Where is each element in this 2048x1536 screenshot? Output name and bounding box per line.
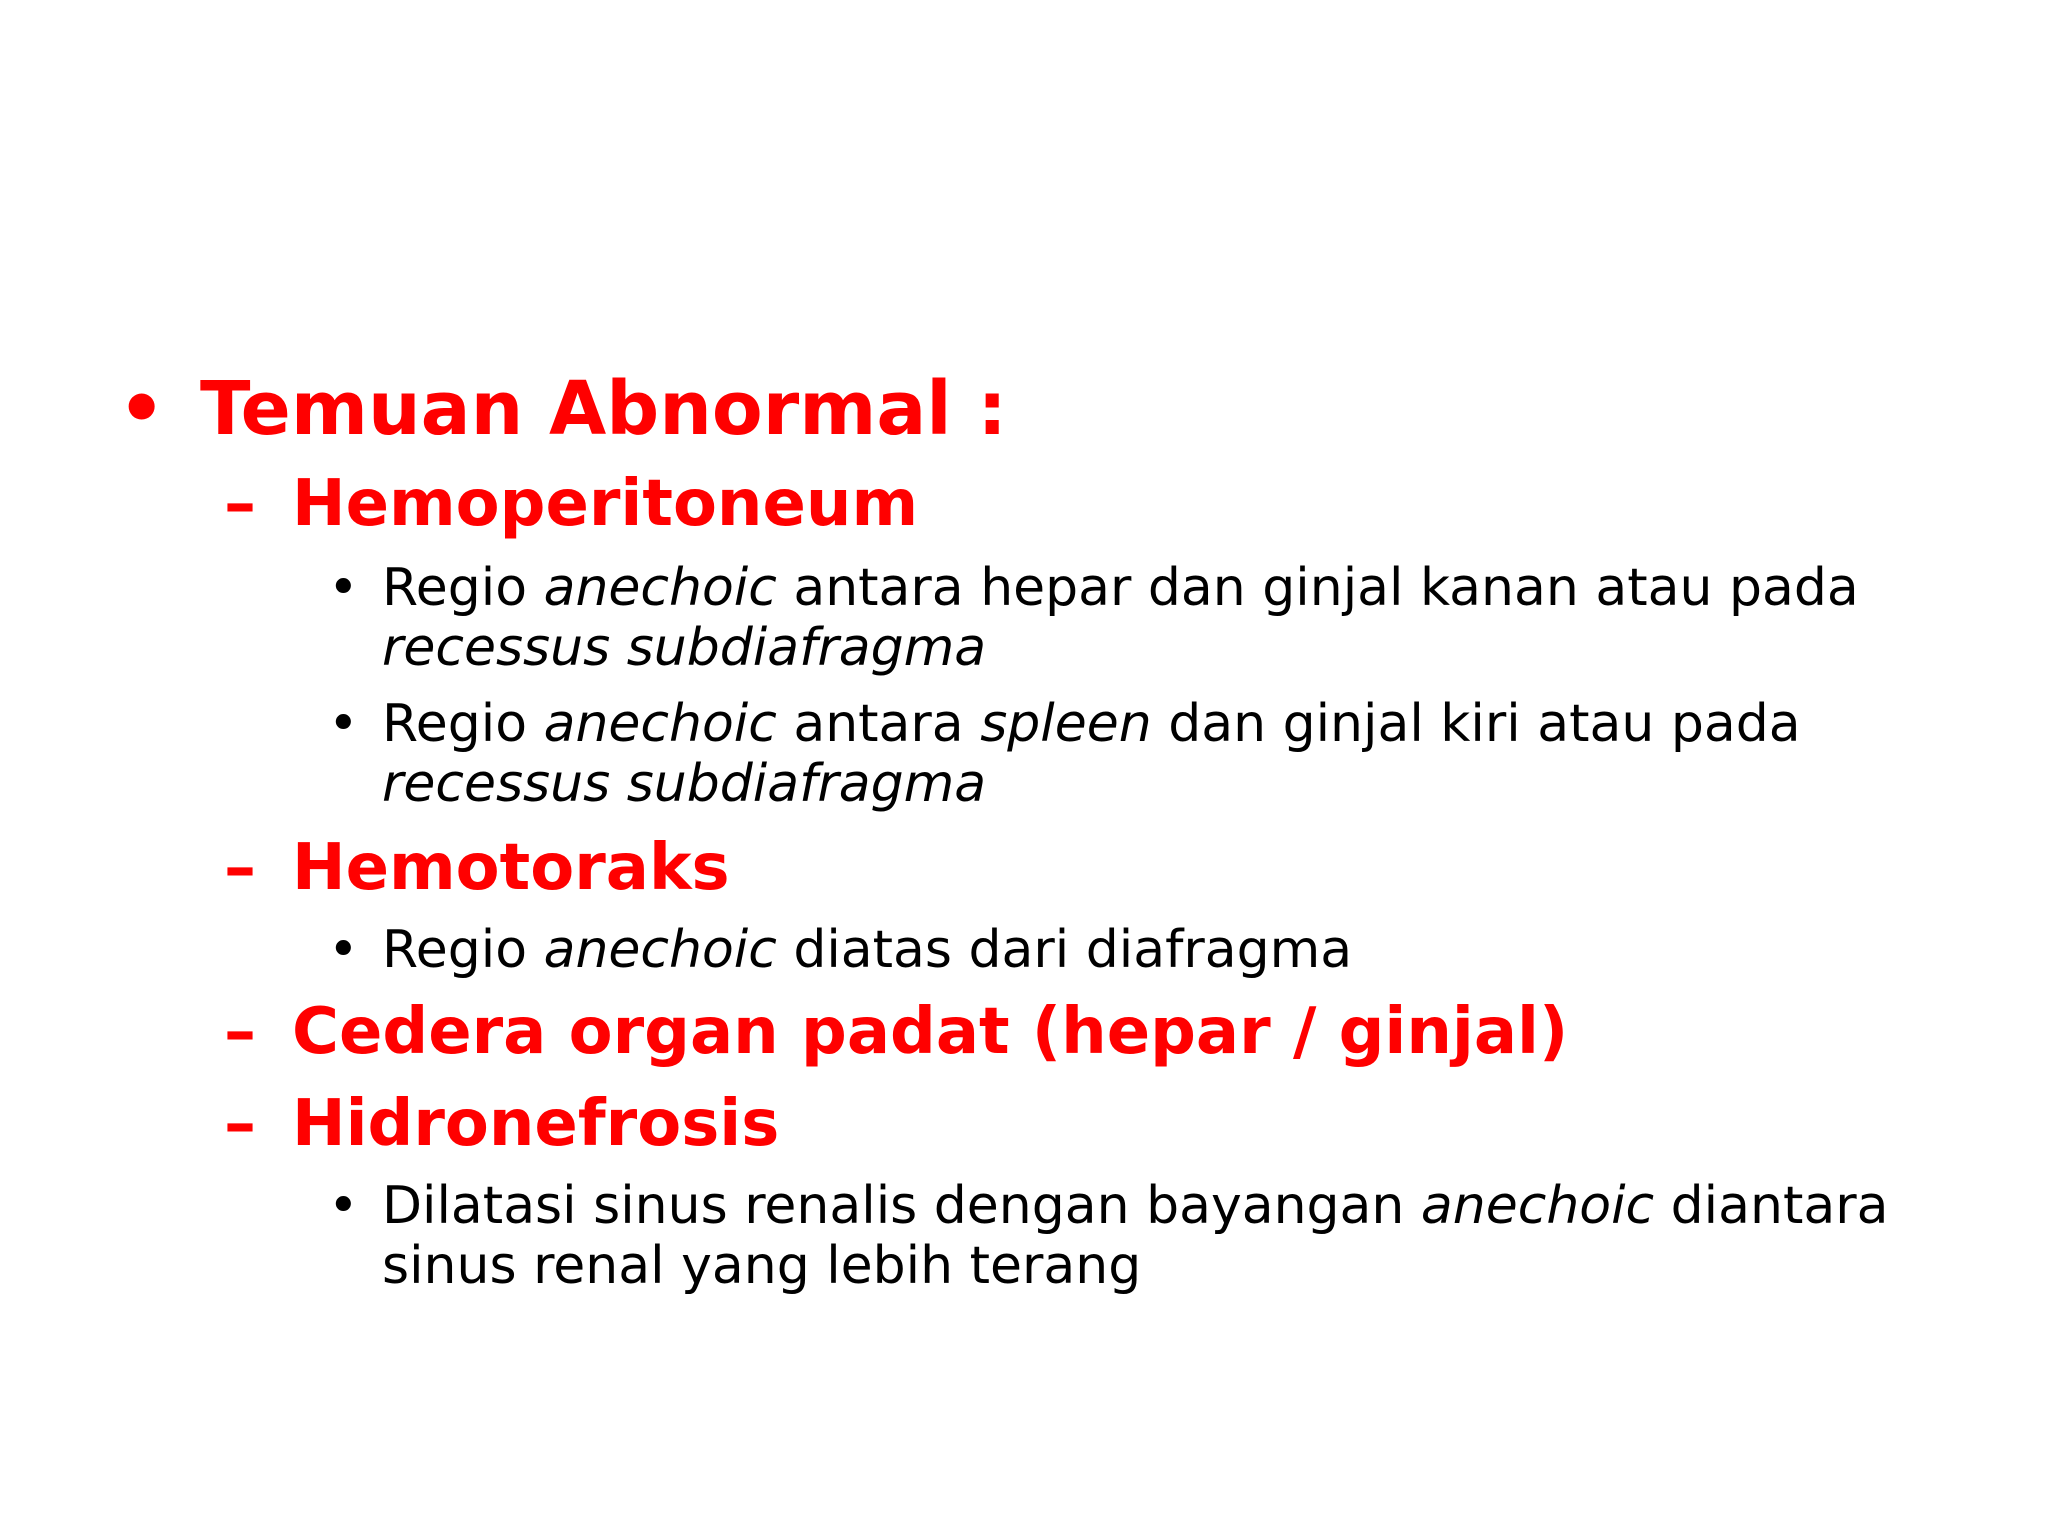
main-heading: Temuan Abnormal : xyxy=(200,366,1008,452)
text-segment: antara hepar dan ginjal kanan atau pada xyxy=(776,558,1859,618)
list-item-text xyxy=(382,558,1859,618)
text-segment: Regio xyxy=(382,694,544,754)
italic-term: anechoic xyxy=(543,558,777,618)
list-item-text xyxy=(382,920,1353,980)
subheading-hemoperitoneum: Hemoperitoneum xyxy=(292,467,919,541)
dash-icon: – xyxy=(224,995,256,1069)
italic-term: anechoic xyxy=(543,694,777,754)
text-segment: Regio xyxy=(382,558,544,618)
bullet-icon: • xyxy=(328,1176,359,1236)
italic-term: anechoic xyxy=(543,920,777,980)
italic-term: recessus subdiafragma xyxy=(382,754,987,814)
italic-term: recessus subdiafragma xyxy=(382,618,987,678)
text-segment: Dilatasi sinus renalis dengan bayangan xyxy=(382,1176,1421,1236)
list-item-text xyxy=(382,1176,1889,1236)
bullet-icon: • xyxy=(328,694,359,754)
subheading-hemotoraks: Hemotoraks xyxy=(292,831,730,905)
bullet-icon: • xyxy=(118,366,166,452)
italic-term: spleen xyxy=(980,694,1152,754)
text-segment: antara xyxy=(776,694,981,754)
text-segment: diatas dari diafragma xyxy=(776,920,1353,980)
text-segment: Regio xyxy=(382,920,544,980)
subheading-hidronefrosis: Hidronefrosis xyxy=(292,1087,780,1161)
bullet-icon: • xyxy=(328,920,359,980)
list-item-text: sinus renal yang lebih terang xyxy=(382,1236,1142,1296)
bullet-icon: • xyxy=(328,558,359,618)
text-segment: dan ginjal kiri atau pada xyxy=(1151,694,1801,754)
dash-icon: – xyxy=(224,831,256,905)
list-item-text xyxy=(382,694,1801,754)
text-segment: diantara xyxy=(1654,1176,1889,1236)
subheading-cedera-organ-padat: Cedera organ padat (hepar / ginjal) xyxy=(292,995,1569,1069)
dash-icon: – xyxy=(224,467,256,541)
italic-term: anechoic xyxy=(1420,1176,1655,1236)
dash-icon: – xyxy=(224,1087,256,1161)
